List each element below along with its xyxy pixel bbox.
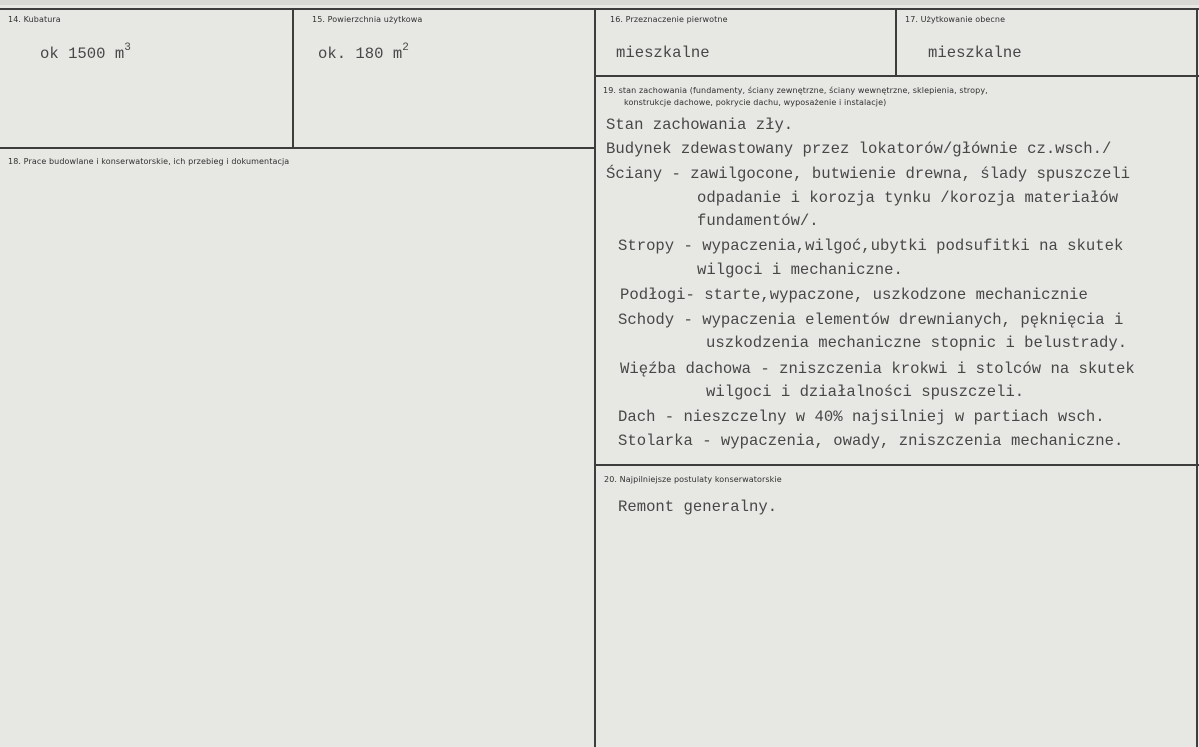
field-14-unit-exponent: 3 bbox=[124, 42, 131, 54]
condition-line: odpadanie i korozja tynku /korozja materiałów bbox=[697, 189, 1119, 207]
condition-line: wilgoci i działalności spuszczeli. bbox=[706, 383, 1025, 401]
field-19-label-line-2: konstrukcje dachowe, pokrycie dachu, wyposażenie i instalacje) bbox=[624, 98, 887, 107]
divider-row-20 bbox=[594, 464, 1199, 466]
field-15-label: 15. Powierzchnia użytkowa bbox=[312, 15, 423, 24]
condition-line: Dach - nieszczelny w 40% najsilniej w partiach wsch. bbox=[618, 408, 1105, 426]
condition-line: Schody - wypaczenia elementów drewnianych, pęknięcia i bbox=[618, 311, 1124, 329]
condition-line: Stolarka - wypaczenia, owady, zniszczenia mechaniczne. bbox=[618, 432, 1124, 450]
divider-right-edge bbox=[1196, 8, 1198, 747]
divider-top bbox=[0, 8, 1199, 10]
condition-line: Podłogi- starte,wypaczone, uszkodzone mechanicznie bbox=[620, 286, 1088, 304]
field-20-label: 20. Najpilniejsze postulaty konserwatorskie bbox=[604, 475, 782, 484]
field-15-unit-exponent: 2 bbox=[402, 42, 409, 54]
field-16-label: 16. Przeznaczenie pierwotne bbox=[610, 15, 728, 24]
condition-line: wilgoci i mechaniczne. bbox=[697, 261, 903, 279]
condition-line: Więźba dachowa - zniszczenia krokwi i stolców na skutek bbox=[620, 360, 1135, 378]
field-15-value bbox=[318, 44, 409, 66]
divider-row-18 bbox=[0, 147, 596, 149]
condition-line: Stan zachowania zły. bbox=[606, 116, 794, 134]
field-18-label: 18. Prace budowlane i konserwatorskie, ich przebieg i dokumentacja bbox=[8, 157, 290, 166]
top-edge bbox=[0, 0, 1199, 5]
field-20-value: Remont generalny. bbox=[618, 498, 778, 516]
condition-line: fundamentów/. bbox=[697, 212, 819, 230]
divider-14-15 bbox=[292, 8, 294, 148]
field-14-value bbox=[40, 44, 131, 66]
condition-line: Ściany - zawilgocone, butwienie drewna, ślady spuszczeli bbox=[606, 165, 1131, 183]
condition-line: Stropy - wypaczenia,wilgoć,ubytki podsufitki na skutek bbox=[618, 237, 1124, 255]
field-14-label: 14. Kubatura bbox=[8, 15, 61, 24]
divider-row-19 bbox=[594, 75, 1199, 77]
condition-line: Budynek zdewastowany przez lokatorów/głównie cz.wsch./ bbox=[606, 140, 1112, 158]
field-19-label-line-1: 19. stan zachowania (fundamenty, ściany zewnętrzne, ściany wewnętrzne, sklepienia, stropy, bbox=[603, 86, 988, 95]
divider-16-17 bbox=[895, 8, 897, 75]
field-14-value-text: ok 1500 m bbox=[40, 45, 125, 63]
field-15-value-text: ok. 180 m bbox=[318, 45, 403, 63]
field-17-value: mieszkalne bbox=[928, 44, 1022, 62]
divider-left-right bbox=[594, 8, 596, 747]
condition-line: uszkodzenia mechaniczne stopnic i belustrady. bbox=[706, 334, 1128, 352]
field-16-value: mieszkalne bbox=[616, 44, 710, 62]
field-17-label: 17. Użytkowanie obecne bbox=[905, 15, 1006, 24]
